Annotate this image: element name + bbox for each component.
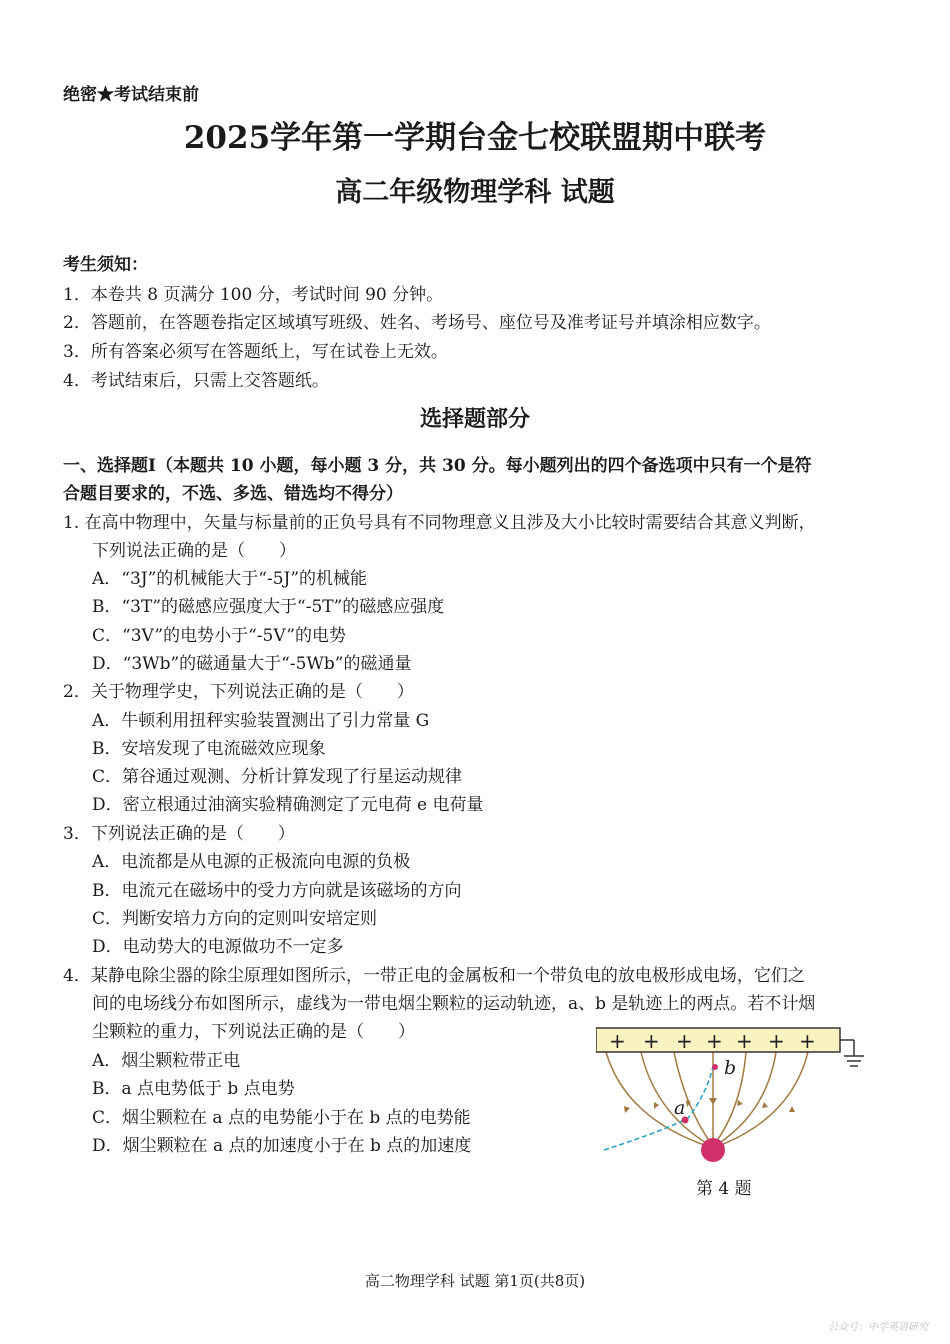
question-1-option-b: B．“3T”的磁感应强度大于“-5T”的磁感应强度	[92, 597, 445, 617]
plate-sign: +	[706, 1029, 723, 1053]
negative-electrode	[701, 1138, 725, 1162]
ground-icon	[840, 1040, 864, 1066]
notice-item: 2．答题前，在答题卷指定区域填写班级、姓名、考场号、座位号及准考证号并填涂相应数字。	[63, 313, 771, 333]
notice-item: 3．所有答案必须写在答题纸上，写在试卷上无效。	[63, 342, 448, 362]
question-1-stem: 1. 在高中物理中，矢量与标量前的正负号具有不同物理意义且涉及大小比较时需要结合其意义判断，	[63, 513, 816, 533]
exam-subtitle: 高二年级物理学科 试题	[335, 177, 615, 208]
plate-sign: +	[609, 1029, 626, 1053]
notice-item: 4．考试结束后，只需上交答题纸。	[63, 371, 329, 391]
part-heading-cont: 合题目要求的，不选、多选、错选均不得分）	[63, 484, 403, 504]
question-3-option-c: C．判断安培力方向的定则叫安培定则	[92, 909, 378, 929]
field-arrows	[624, 1098, 795, 1113]
point-b-label: b	[724, 1057, 737, 1079]
plate-sign: +	[643, 1029, 660, 1053]
question-3-option-a: A．电流都是从电源的正极流向电源的负极	[92, 852, 411, 872]
question-3-option-d: D．电动势大的电源做功不一定多	[92, 937, 344, 957]
question-2-option-a: A．牛顿利用扭秤实验装置测出了引力常量 G	[92, 711, 430, 731]
question-2-stem: 2．关于物理学史，下列说法正确的是（ ）	[63, 682, 414, 702]
question-4-stem-cont2: 尘颗粒的重力，下列说法正确的是（ ）	[92, 1022, 415, 1042]
notice-item: 1．本卷共 8 页满分 100 分，考试时间 90 分钟。	[63, 285, 444, 305]
section-title: 选择题部分	[419, 406, 530, 432]
plate-sign: +	[768, 1029, 785, 1053]
question-1-stem-cont: 下列说法正确的是（ ）	[92, 541, 296, 561]
page-footer: 高二物理学科 试题 第1页(共8页)	[364, 1272, 586, 1290]
figure-caption: 第 4 题	[696, 1179, 752, 1199]
plate-sign: +	[799, 1029, 816, 1053]
notice-heading: 考生须知：	[63, 255, 148, 275]
plate-sign: +	[676, 1029, 693, 1053]
question-4-option-a: A．烟尘颗粒带正电	[92, 1051, 241, 1071]
part-heading: 一、选择题Ⅰ（本题共 10 小题，每小题 3 分，共 30 分。每小题列出的四个备选项中只有一个是符	[63, 456, 812, 476]
question-1-option-d: D．“3Wb”的磁通量大于“-5Wb”的磁通量	[92, 654, 412, 674]
field-lines	[606, 1052, 808, 1148]
question-3-option-b: B．电流元在磁场中的受力方向就是该磁场的方向	[92, 881, 462, 901]
question-1-option-c: C．“3V”的电势小于“-5V”的电势	[92, 626, 346, 646]
exam-title: 2025学年第一学期台金七校联盟期中联考	[183, 120, 767, 156]
question-4-stem-cont: 间的电场线分布如图所示，虚线为一带电烟尘颗粒的运动轨迹，a、b 是轨迹上的两点。若不计烟	[92, 994, 816, 1014]
question-2-option-d: D．密立根通过油滴实验精确测定了元电荷 e 电荷量	[92, 795, 484, 815]
plate-sign: +	[736, 1029, 753, 1053]
point-a-label: a	[674, 1097, 686, 1119]
electrostatic-precipitator-figure	[596, 1020, 876, 1170]
question-2-option-b: B．安培发现了电流磁效应现象	[92, 739, 326, 759]
watermark: 公众号：中学英语研究	[828, 1322, 928, 1333]
point-b-marker	[712, 1064, 718, 1070]
question-4-option-d: D．烟尘颗粒在 a 点的加速度小于在 b 点的加速度	[92, 1136, 472, 1156]
question-4-option-b: B．a 点电势低于 b 点电势	[92, 1079, 295, 1099]
question-2-option-c: C．第谷通过观测、分析计算发现了行星运动规律	[92, 767, 463, 787]
question-1-option-a: A．“3J”的机械能大于“-5J”的机械能	[92, 569, 368, 589]
secret-label: 绝密★考试结束前	[63, 85, 199, 105]
question-4-stem: 4．某静电除尘器的除尘原理如图所示，一带正电的金属板和一个带负电的放电极形成电场，它们之	[63, 966, 805, 986]
question-3-stem: 3．下列说法正确的是（ ）	[63, 824, 295, 844]
field-line	[606, 1052, 713, 1148]
question-4-option-c: C．烟尘颗粒在 a 点的电势能小于在 b 点的电势能	[92, 1108, 471, 1128]
